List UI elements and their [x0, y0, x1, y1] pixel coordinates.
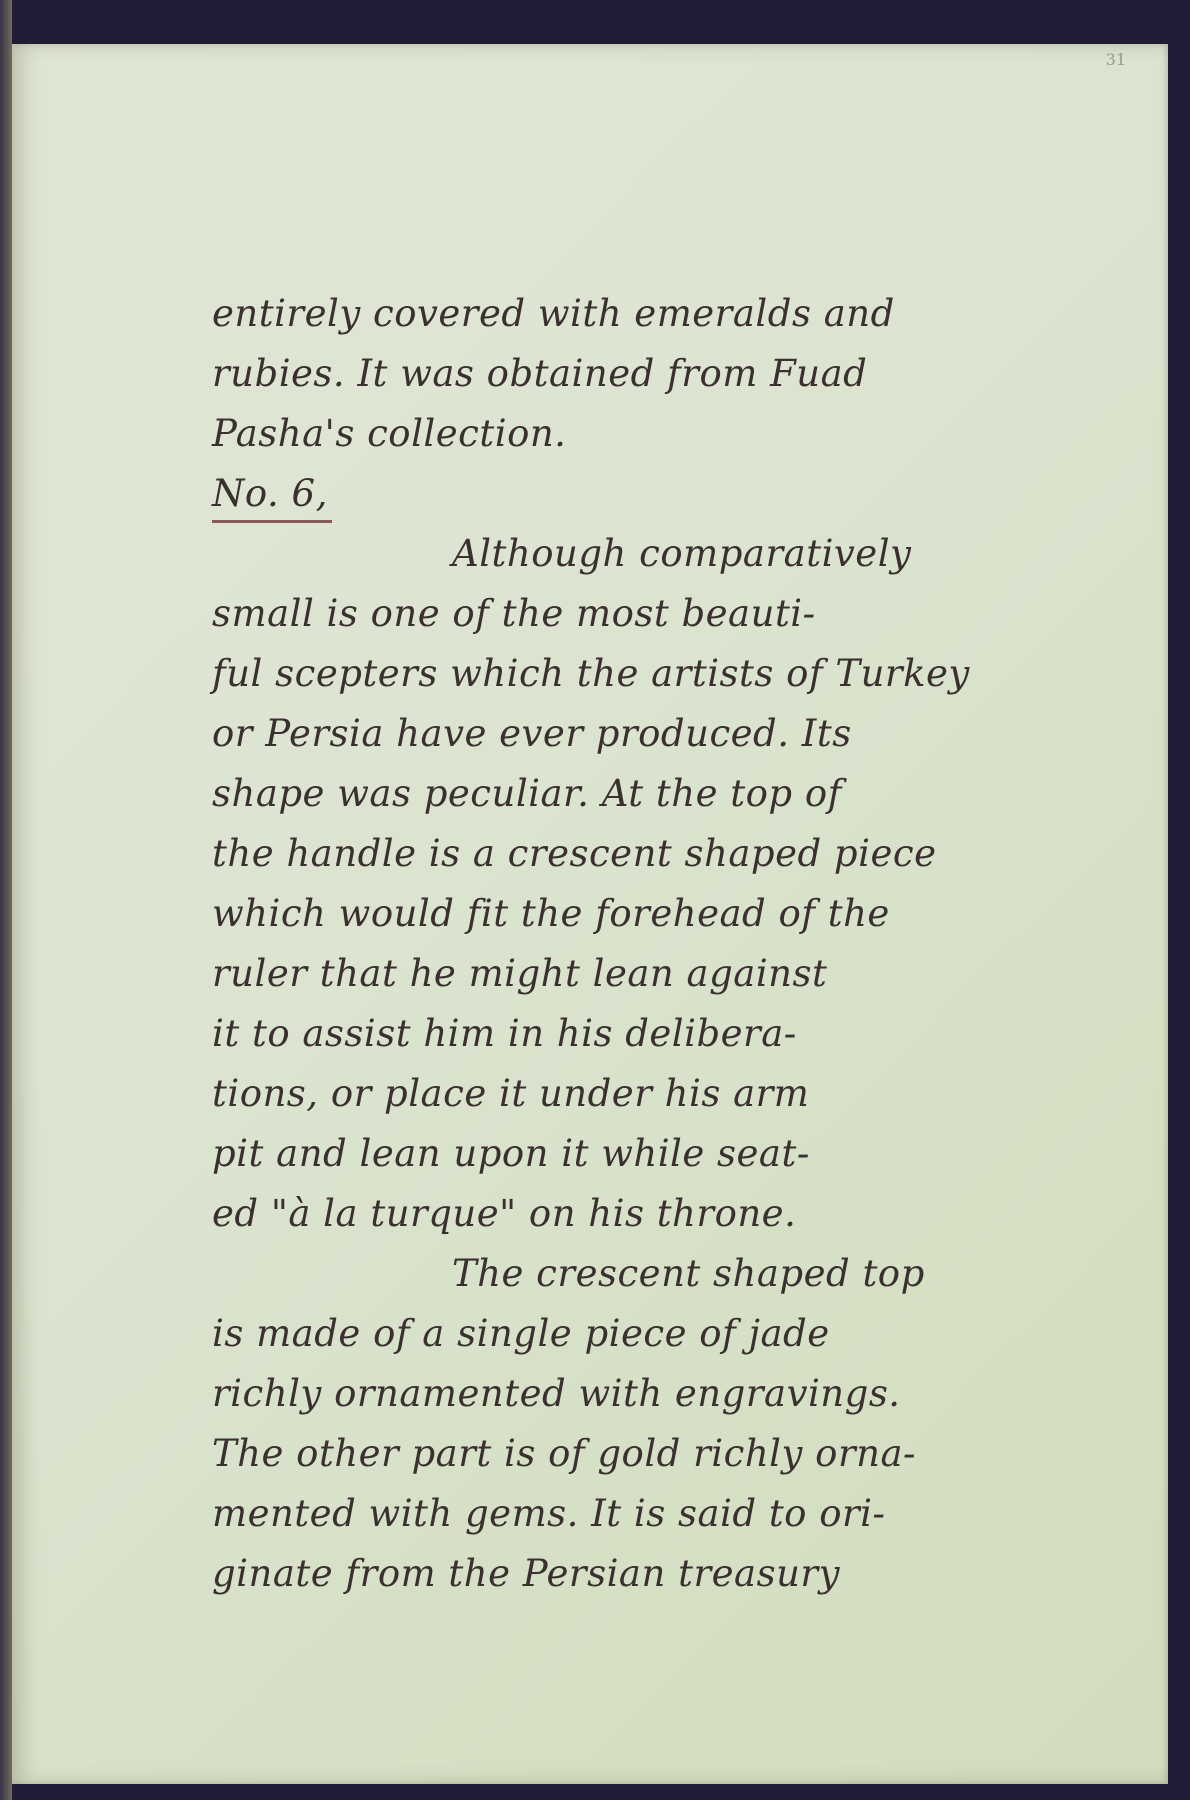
- text-line: shape was peculiar. At the top of: [212, 772, 842, 815]
- text-line: ginate from the Persian treasury: [212, 1552, 840, 1595]
- text-line: is made of a single piece of jade: [212, 1312, 830, 1355]
- text-line: ruler that he might lean against: [212, 952, 828, 995]
- text-line: Pasha's collection.: [212, 412, 567, 455]
- text-line: small is one of the most beauti-: [212, 592, 816, 635]
- heading-line: [212, 464, 962, 524]
- text-line: Although comparatively: [452, 532, 912, 575]
- text-line: The other part is of gold richly orna-: [212, 1432, 917, 1475]
- text-line: or Persia have ever produced. Its: [212, 712, 852, 755]
- text-line: pit and lean upon it while seat-: [212, 1132, 810, 1175]
- text-line: rubies. It was obtained from Fuad: [212, 352, 868, 395]
- binding-edge: [0, 0, 12, 1800]
- text-line: the handle is a crescent shaped piece: [212, 832, 937, 875]
- text-line: The crescent shaped top: [452, 1252, 925, 1295]
- text-line: ful scepters which the artists of Turkey: [212, 652, 970, 695]
- text-line: mented with gems. It is said to ori-: [212, 1492, 886, 1535]
- manuscript-text: [212, 284, 970, 1604]
- manuscript-page: [12, 44, 1168, 1784]
- text-line: which would fit the forehead of the: [212, 892, 890, 935]
- text-line: ed "à la turque" on his throne.: [212, 1192, 797, 1235]
- text-line: richly ornamented with engravings.: [212, 1372, 901, 1415]
- text-line: entirely covered with emeralds and: [212, 292, 895, 335]
- page-number: 31: [1105, 50, 1126, 69]
- text-line: tions, or place it under his arm: [212, 1072, 810, 1115]
- text-line: it to assist him in his delibera-: [212, 1012, 797, 1055]
- section-heading: No. 6,: [212, 468, 332, 523]
